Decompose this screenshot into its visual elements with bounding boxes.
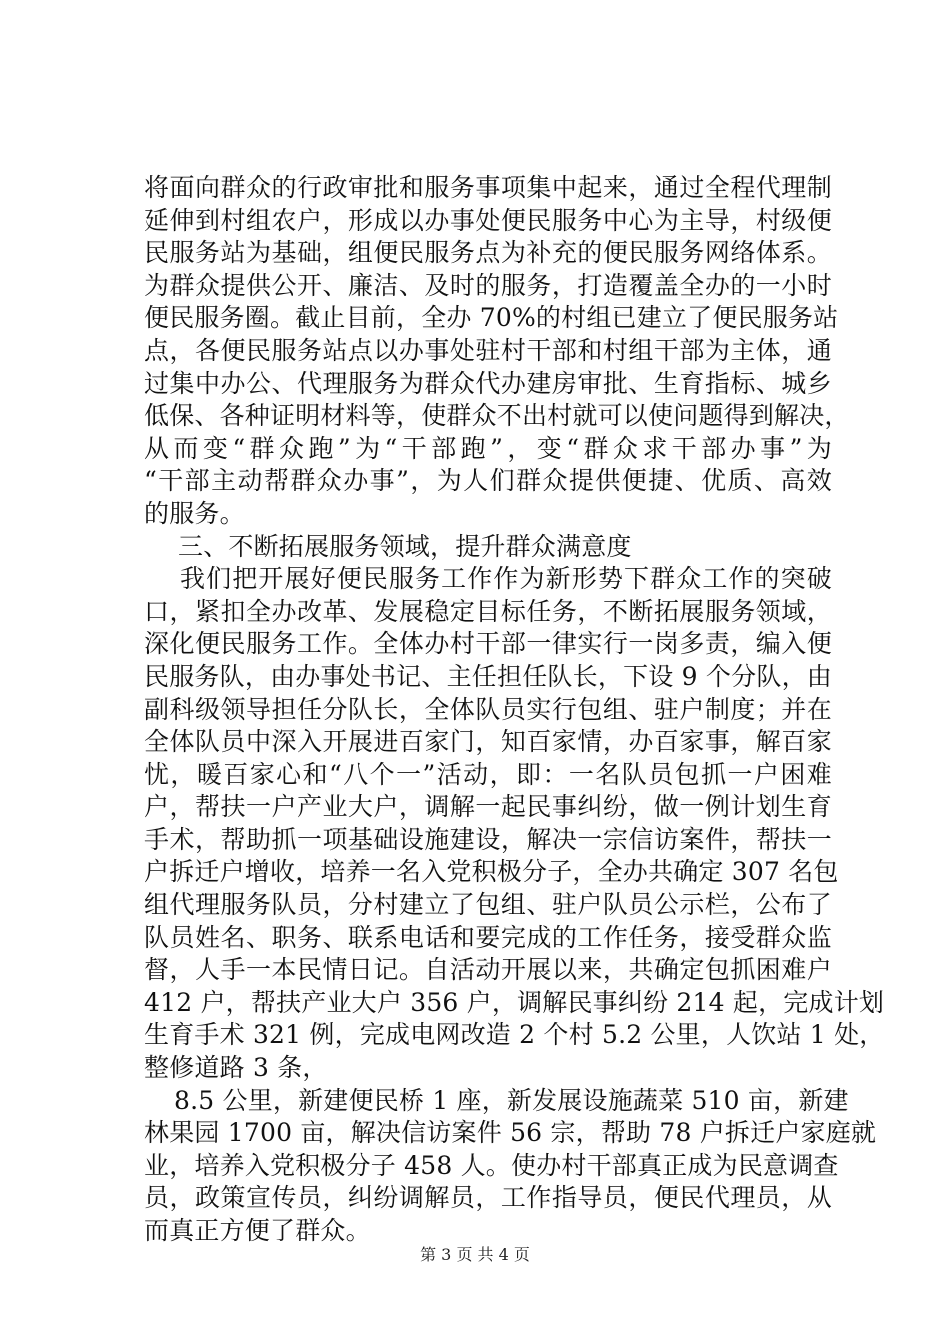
text-line: 全体队员中深入开展进百家门，知百家情，办百家事，解百家 <box>144 727 832 757</box>
text-line: 户拆迁户增收，培养一名入党积极分子，全办共确定 307 名包 <box>144 857 839 887</box>
text-line: 员，政策宣传员，纠纷调解员，工作指导员，便民代理员，从 <box>144 1183 832 1213</box>
text-line: 林果园 1700 亩，解决信访案件 56 宗，帮助 78 户拆迁户家庭就 <box>144 1118 877 1148</box>
text-line: 的服务。 <box>144 498 245 528</box>
text-line: 便民服务圈。截止目前，全办 70%的村组已建立了便民服务站 <box>144 303 839 333</box>
text-line: 组代理服务队员，分村建立了包组、驻户队员公示栏，公布了 <box>144 890 832 920</box>
text-line: 生育手术 321 例，完成电网改造 2 个村 5.2 公里，人饮站 1 处， <box>144 1020 885 1050</box>
text-line: 队员姓名、职务、联系电话和要完成的工作任务，接受群众监 <box>144 922 832 952</box>
text-line: 手术，帮助抓一项基础设施建设，解决一宗信访案件，帮扶一 <box>144 824 832 854</box>
text-line: 过集中办公、代理服务为群众代办建房审批、生育指标、城乡 <box>144 368 832 398</box>
text-line: 整修道路 3 条， <box>144 1053 328 1083</box>
page-number-footer: 第 3 页 共 4 页 <box>420 1245 530 1264</box>
text-line: 民服务站为基础，组便民服务点为补充的便民服务网络体系。 <box>144 238 832 268</box>
text-line: 将面向群众的行政审批和服务事项集中起来，通过全程代理制 <box>144 173 832 202</box>
document-body <box>144 172 885 1248</box>
text-line: 口，紧扣全办改革、发展稳定目标任务，不断拓展服务领域， <box>144 596 832 626</box>
paragraph-2 <box>144 563 885 1085</box>
text-line: 我们把开展好便民服务工作作为新形势下群众工作的突破 <box>180 564 832 594</box>
section-heading: 三、不断拓展服务领域，提升群众满意度 <box>178 531 632 561</box>
text-line: 点，各便民服务站点以办事处驻村干部和村组干部为主体，通 <box>144 335 832 365</box>
text-line: 低保、各种证明材料等，使群众不出村就可以使问题得到解决， <box>144 401 850 431</box>
paragraph-3 <box>144 1085 877 1248</box>
text-line: 而真正方便了群众。 <box>144 1216 371 1245</box>
text-line: 延伸到村组农户，形成以办事处便民服务中心为主导，村级便 <box>144 205 832 235</box>
text-line: 民服务队，由办事处书记、主任担任队长，下设 9 个分队，由 <box>144 661 832 691</box>
text-line: 督，人手一本民情日记。自活动开展以来，共确定包抓困难户 <box>144 955 832 985</box>
text-line: “干部主动帮群众办事”，为人们群众提供便捷、优质、高效 <box>144 466 832 496</box>
text-line: 业，培养入党积极分子 458 人。使办村干部真正成为民意调查 <box>144 1150 839 1180</box>
text-line: 412 户，帮扶产业大户 356 户，调解民事纠纷 214 起，完成计划 <box>144 987 885 1017</box>
text-line: 副科级领导担任分队长，全体队员实行包组、驻户制度；并在 <box>144 694 832 724</box>
text-line: 为群众提供公开、廉洁、及时的服务，打造覆盖全办的一小时 <box>144 270 832 300</box>
text-line: 户，帮扶一户产业大户，调解一起民事纠纷，做一例计划生育 <box>144 792 832 822</box>
text-line: 从而变“群众跑”为“干部跑”，变“群众求干部办事”为 <box>144 433 832 463</box>
paragraph-1 <box>144 172 850 531</box>
text-line: 8.5 公里，新建便民桥 1 座，新发展设施蔬菜 510 亩，新建 <box>174 1085 849 1115</box>
text-line: 深化便民服务工作。全体办村干部一律实行一岗多责，编入便 <box>144 629 832 659</box>
text-line: 忧，暖百家心和“八个一”活动，即：一名队员包抓一户困难 <box>144 759 832 789</box>
